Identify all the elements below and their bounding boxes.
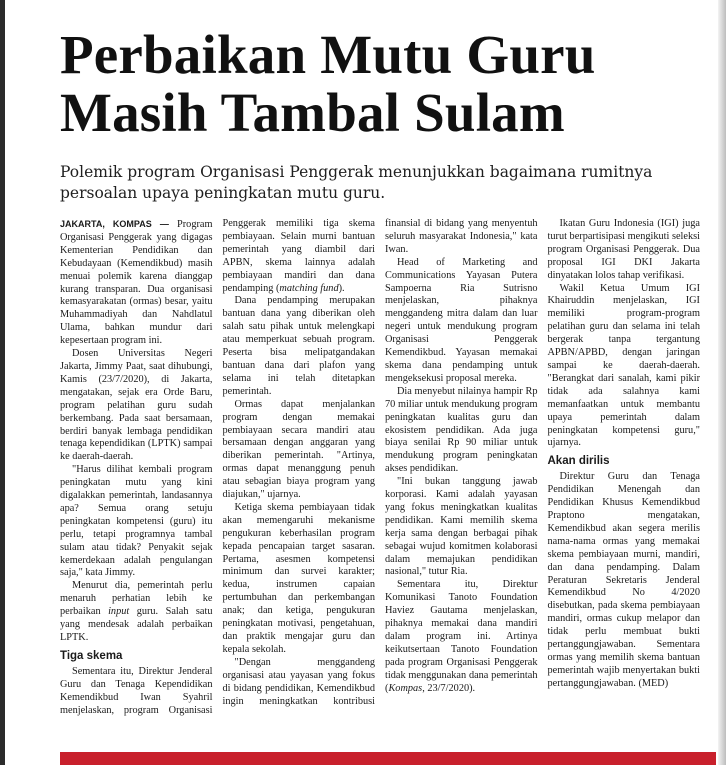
paragraph-10: Head of Marketing and Communications Yayasan Putera Sampoerna Ria Sutrisno menjelaskan, pihaknya menggandeng mitra dalam dan luar negeri untuk mendukung program Organisasi Penggerak Kemendikbud. Yayasan memakai skema dana pendamping untuk mengeksekusi proposal mereka. bbox=[385, 256, 538, 384]
dateline: JAKARTA, KOMPAS — bbox=[60, 219, 169, 229]
paragraph-9: "Dengan menggandeng organisasi atau yayasan yang fokus di bidang pendidikan, Kemendikbud ingin meningkatkan kontribusi finansial di bidang yang menyentuh seluruh masyarakat Indonesia," kata Iwan. bbox=[222, 218, 538, 707]
paragraph-11: Dia menyebut nilainya hampir Rp 70 miliar untuk mendukung program peningkatan kualitas guru dan ekosistem pendidikan. Ada juga biaya senilai Rp 90 miliar untuk mendukung program peningkatan akses pendidikan. bbox=[385, 385, 538, 475]
paragraph-16: Direktur Guru dan Tenaga Pendidikan Menengah dan Pendidikan Khusus Kemendikbud Praptono mengatakan, Kemendikbud akan segera merilis nama-nama ormas yang memakai skema pembiayaan murni, mandiri, dan dana pendamping. Dalam Peraturan Sekretaris Jenderal Kemendikbud No 4/2020 disebutkan, pada skema pembiayaan mandiri, ormas cukup melapor dan tidak perlu membuat bukti pertanggungjawaban. Sementara ormas yang memilih skema bantuan pemerintah wajib menyertakan bukti pertanggungjawaban. (MED) bbox=[547, 471, 700, 689]
paragraph-2: Dosen Universitas Negeri Jakarta, Jimmy Paat, saat dihubungi, Kamis (23/7/2020), di Jakarta, mengatakan, sejak era Orde Baru, program pelatihan guru sudah berkembang. Pada saat bersamaan, berdiri banyak lembaga pendidikan tenaga kependidikan (LPTK) sampai ke daerah-daerah. bbox=[60, 348, 213, 463]
headline: Perbaikan Mutu Guru Masih Tambal Sulam bbox=[60, 24, 596, 143]
paragraph-13: Sementara itu, Direktur Komunikasi Tanoto Foundation Haviez Gautama menjelaskan, pihaknya memakai dana mandiri dalam program ini. Artinya keikutsertaan Tanoto Foundation pada program Organisasi Penggerak tidak menggunakan dana pemerintah (Kompas, 23/7/2020). bbox=[385, 579, 538, 694]
left-margin-rule bbox=[0, 0, 5, 765]
deck-subtitle: Polemik program Organisasi Penggerak menunjukkan bagaimana rumitnya persoalan upaya peningkatan mutu guru. bbox=[60, 163, 653, 202]
paragraph-5: Sementara itu, Direktur Jenderal Guru dan Tenaga Kependidikan Kemendikbud Iwan Syahril menjelaskan, program Organisasi Penggerak memiliki tiga skema pembiayaan. Selain murni bantuan pemerintah yang diambil dari APBN, skema lainnya adalah pembiayaan mandiri dan dana pendamping (matching fund). bbox=[60, 218, 375, 716]
subhead-akan-dirilis: Akan dirilis bbox=[547, 455, 610, 468]
paragraph-8: Ketiga skema pembiayaan tidak akan memengaruhi mekanisme pengukuran keberhasilan program kepada pencapaian target sasaran. Pertama, asesmen kompetensi minimum dan survei karakter; kedua, instrumen capaian pertumbuhan dan perkembangan anak; dan ketiga, pengukuran peningkatan motivasi, pengetahuan, dan praktik mengajar guru dan kepala sekolah. bbox=[222, 501, 375, 655]
paragraph-1: JAKARTA, KOMPAS — Program Organisasi Penggerak yang digagas Kementerian Pendidikan dan Kebudayaan (Kemendikbud) masih menuai polemik karena dianggap kurang transparan. Dua organisasi kemasyarakatan (ormas) besar, yaitu Muhammadiyah dan Nahdlatul Ulama, bahkan mundur dari kepesertaan program ini. bbox=[60, 219, 213, 347]
page-edge-shadow bbox=[718, 0, 726, 765]
paragraph-14: Ikatan Guru Indonesia (IGI) juga turut berpartisipasi mengikuti seleksi program Organisasi Penggerak. Dua proposal IGI DKI Jakarta dinyatakan lolos tahap verifikasi. bbox=[547, 218, 700, 281]
paragraph-6: Dana pendamping merupakan bantuan dana yang diberikan oleh salah satu pihak untuk melengkapi atau memperkuat sebuah program. Peserta bisa melipatgandakan bantuan dana dari plafon yang selama ini telah ditetapkan pemerintah. bbox=[222, 295, 375, 397]
paragraph-12: "Ini bukan tanggung jawab korporasi. Kami adalah yayasan yang fokus meningkatkan kualitas pendidikan. Kami memilih skema kerja sama dengan berbagai pihak sebagai wujud komitmen kolaborasi dalam memajukan pendidikan nasional," tutur Ria. bbox=[385, 476, 538, 578]
paragraph-3: "Harus dilihat kembali program peningkatan mutu yang kini digalakkan pemerintah, landasannya apa? Semua orang setuju peningkatan kompetensi (guru) itu perlu, tetapi programnya tambal sulam atau tidak? Penyakit sejak kemerdekaan adalah pengulangan saja," kata Jimmy. bbox=[60, 464, 213, 579]
accent-bar bbox=[60, 752, 716, 765]
subhead-tiga-skema: Tiga skema bbox=[60, 649, 123, 662]
byline: (MED) bbox=[638, 677, 669, 689]
paragraph-7: Ormas dapat menjalankan program dengan memakai pembiayaan secara mandiri atau bersamaan dengan anggaran yang diberikan pemerintah. "Artinya, ormas dapat menanggung penuh atau sebagian biaya program yang diajukan," ujarnya. bbox=[222, 398, 375, 501]
article-body bbox=[60, 218, 700, 718]
paragraph-4: Menurut dia, pemerintah perlu menaruh perhatian lebih ke perbaikan input guru. Salah satu yang mendesak adalah perbaikan LPTK. bbox=[60, 580, 213, 643]
paragraph-15: Wakil Ketua Umum IGI Khairuddin menjelaskan, IGI memiliki program-program pelatihan guru dan selama ini telah bergerak tanpa tergantung APBN/APBD, dengan jaringan sampai ke daerah-daerah. "Berangkat dari sanalah, kami pikir tidak ada salahnya kami memanfaatkan untuk membantu upaya pemerintah dalam peningkatan kompetensi guru," ujarnya. bbox=[547, 282, 700, 449]
